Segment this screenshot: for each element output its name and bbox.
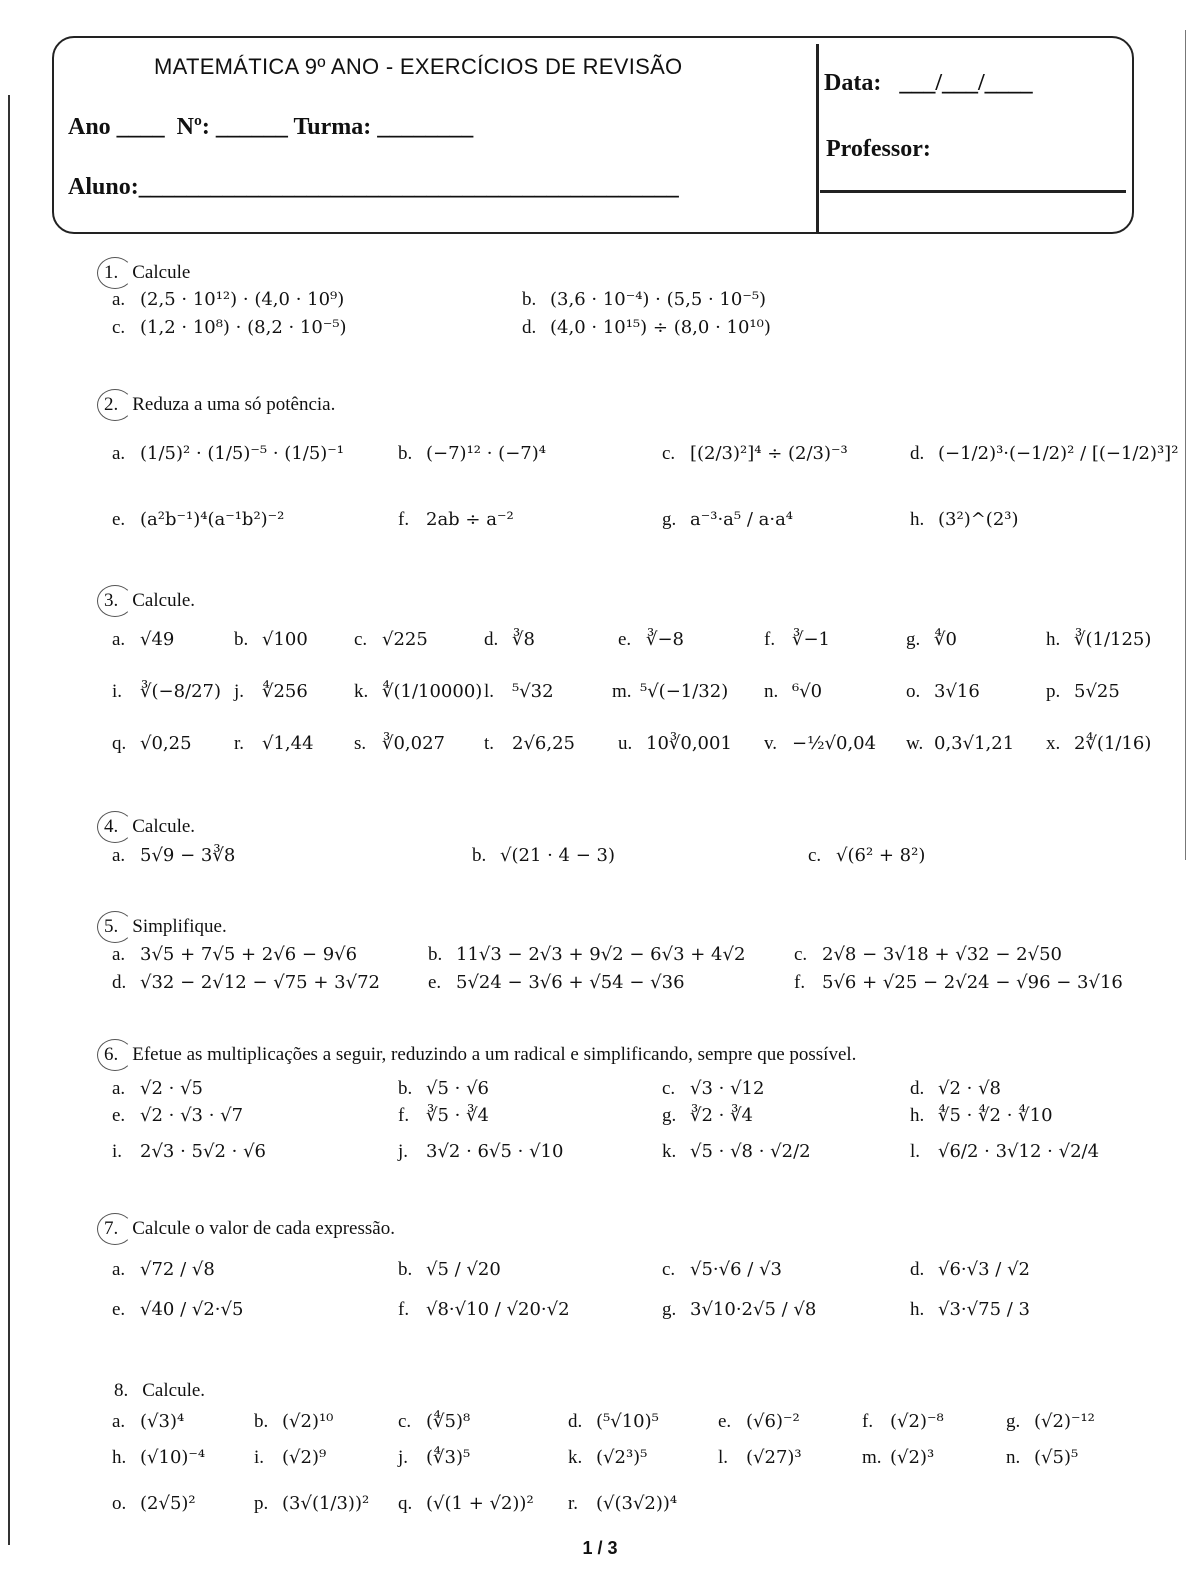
exercise-item: d. (4,0 · 10¹⁵) ÷ (8,0 · 10¹⁰) bbox=[522, 317, 771, 338]
exercise-item: a. √72 / √8 bbox=[112, 1259, 215, 1280]
exercise-item: d. ∛8 bbox=[484, 629, 535, 650]
exercise-item: v. −½√0,04 bbox=[764, 733, 877, 754]
exercise-item: d. √6·√3 / √2 bbox=[910, 1259, 1030, 1280]
exercise-item: a. 5√9 − 3∛8 bbox=[112, 845, 236, 866]
exercise-item: d. (⁵√10)⁵ bbox=[568, 1411, 659, 1432]
exercise-item: h. (3²)^(2³) bbox=[910, 509, 1019, 530]
question-heading bbox=[104, 590, 195, 612]
exercise-item: a. (√3)⁴ bbox=[112, 1411, 185, 1432]
exercise-item: t. 2√6,25 bbox=[484, 733, 575, 754]
exercise-item: i. ∛(−8/27) bbox=[112, 681, 222, 702]
exercise-item: b. √100 bbox=[234, 629, 308, 650]
exercise-item: b. √5 / √20 bbox=[398, 1259, 501, 1280]
exercise-item: l. (√27)³ bbox=[718, 1447, 802, 1468]
exercise-item: j. ∜256 bbox=[234, 681, 308, 702]
exercise-item: p. 5√25 bbox=[1046, 681, 1120, 702]
exercise-item: b. (√2)¹⁰ bbox=[254, 1411, 334, 1432]
exercise-item: a. √2 · √5 bbox=[112, 1078, 204, 1099]
exercise-item: c. (∜5)⁸ bbox=[398, 1411, 471, 1432]
exercise-item: c. (1,2 · 10⁸) · (8,2 · 10⁻⁵) bbox=[112, 317, 347, 338]
exercise-item: k. √5 · √8 · √2/2 bbox=[662, 1141, 811, 1162]
data-field: Data: ___/___/____ bbox=[824, 70, 1033, 96]
exercise-item: a. 3√5 + 7√5 + 2√6 − 9√6 bbox=[112, 944, 358, 965]
exercise-item: f. √8·√10 / √20·√2 bbox=[398, 1299, 570, 1320]
exercise-item: k. ∜(1/10000) bbox=[354, 681, 483, 702]
exercise-item: e. √2 · √3 · √7 bbox=[112, 1105, 244, 1126]
right-margin-line bbox=[1185, 30, 1186, 860]
exercise-item: b. √(21 · 4 − 3) bbox=[472, 845, 616, 866]
question-title: Calcule. bbox=[132, 816, 196, 837]
exercise-item: d. √32 − 2√12 − √75 + 3√72 bbox=[112, 972, 380, 993]
exercise-item: l. √6/2 · 3√12 · √2/4 bbox=[910, 1141, 1100, 1162]
exercise-item: q. √0,25 bbox=[112, 733, 192, 754]
exercise-item: h. ∜5 · ∜2 · ∜10 bbox=[910, 1105, 1053, 1126]
exercise-item: e. (a²b⁻¹)⁴(a⁻¹b²)⁻² bbox=[112, 509, 285, 530]
exercise-item: r. √1,44 bbox=[234, 733, 314, 754]
exercise-item: s. ∛0,027 bbox=[354, 733, 445, 754]
page-title: MATEMÁTICA 9º ANO - EXERCÍCIOS DE REVISÃO bbox=[154, 54, 683, 79]
exercise-item: g. a⁻³·a⁵ / a·a⁴ bbox=[662, 509, 794, 530]
professor-label: Professor: bbox=[826, 136, 931, 162]
question-heading bbox=[104, 916, 227, 938]
exercise-item: f. 5√6 + √25 − 2√24 − √96 − 3√16 bbox=[794, 972, 1123, 993]
exercise-item: g. 3√10·2√5 / √8 bbox=[662, 1299, 817, 1320]
exercise-item: b. (−7)¹² · (−7)⁴ bbox=[398, 443, 546, 464]
question-heading bbox=[104, 1218, 395, 1240]
exercise-item: n. (√5)⁵ bbox=[1006, 1447, 1079, 1468]
question-number: 7. bbox=[104, 1218, 119, 1239]
question-title: Calcule. bbox=[142, 1380, 206, 1401]
aluno-field: Aluno:_____________________________________________ bbox=[68, 174, 679, 200]
question-heading bbox=[104, 816, 195, 838]
exercise-item: g. ∛2 · ∛4 bbox=[662, 1105, 754, 1126]
exercise-item: c. [(2/3)²]⁴ ÷ (2/3)⁻³ bbox=[662, 443, 848, 464]
exercise-item: o. 3√16 bbox=[906, 681, 980, 702]
exercise-item: b. √5 · √6 bbox=[398, 1078, 490, 1099]
exercise-item: c. √5·√6 / √3 bbox=[662, 1259, 782, 1280]
exercise-item: e. (√6)⁻² bbox=[718, 1411, 800, 1432]
exercise-item: a. √49 bbox=[112, 629, 175, 650]
exercise-item: i. 2√3 · 5√2 · √6 bbox=[112, 1141, 266, 1162]
question-heading bbox=[104, 394, 335, 416]
exercise-item: c. √225 bbox=[354, 629, 428, 650]
exercise-item: f. ∛−1 bbox=[764, 629, 831, 650]
question-title: Simplifique. bbox=[132, 916, 227, 937]
exercise-item: m. (√2)³ bbox=[862, 1447, 935, 1468]
exercise-item: n. ⁶√0 bbox=[764, 681, 823, 702]
exercise-item: a. (2,5 · 10¹²) · (4,0 · 10⁹) bbox=[112, 289, 345, 310]
question-heading bbox=[104, 1044, 856, 1066]
exercise-item: e. ∛−8 bbox=[618, 629, 685, 650]
page-number: 1 / 3 bbox=[582, 1538, 618, 1558]
exercise-item: b. 11√3 − 2√3 + 9√2 − 6√3 + 4√2 bbox=[428, 944, 746, 965]
exercise-item: w. 0,3√1,21 bbox=[906, 733, 1015, 754]
exercise-item: h. (√10)⁻⁴ bbox=[112, 1447, 206, 1468]
question-heading bbox=[104, 262, 190, 284]
exercise-item: f. (√2)⁻⁸ bbox=[862, 1411, 944, 1432]
exercise-item: e. 5√24 − 3√6 + √54 − √36 bbox=[428, 972, 685, 993]
question-title: Calcule o valor de cada expressão. bbox=[132, 1218, 395, 1239]
exercise-item: c. 2√8 − 3√18 + √32 − 2√50 bbox=[794, 944, 1062, 965]
exercise-item: c. √3 · √12 bbox=[662, 1078, 765, 1099]
exercise-item: j. 3√2 · 6√5 · √10 bbox=[398, 1141, 564, 1162]
question-number: 5. bbox=[104, 916, 119, 937]
exercise-item: q. (√(1 + √2))² bbox=[398, 1493, 534, 1514]
question-number: 2. bbox=[104, 394, 119, 415]
ano-numero-turma-fields: Ano ____ Nº: ______ Turma: ________ bbox=[68, 114, 474, 140]
question-title: Calcule. bbox=[132, 590, 196, 611]
question-title: Calcule bbox=[132, 262, 191, 283]
header-box bbox=[52, 36, 1134, 234]
exercise-item: c. √(6² + 8²) bbox=[808, 845, 926, 866]
question-heading bbox=[114, 1380, 205, 1402]
exercise-item: e. √40 / √2·√5 bbox=[112, 1299, 244, 1320]
exercise-item: d. (−1/2)³·(−1/2)² / [(−1/2)³]² bbox=[910, 443, 1179, 464]
question-title: Reduza a uma só potência. bbox=[132, 394, 336, 415]
question-title: Efetue as multiplicações a seguir, reduzindo a um radical e simplificando, sempre que possível. bbox=[132, 1044, 857, 1065]
exercise-item: d. √2 · √8 bbox=[910, 1078, 1002, 1099]
exercise-item: h. ∛(1/125) bbox=[1046, 629, 1152, 650]
question-number: 4. bbox=[104, 816, 119, 837]
exercise-item: i. (√2)⁹ bbox=[254, 1447, 327, 1468]
exercise-item: l. ⁵√32 bbox=[484, 681, 554, 702]
exercise-item: h. √3·√75 / 3 bbox=[910, 1299, 1030, 1320]
exercise-item: f. ∛5 · ∛4 bbox=[398, 1105, 490, 1126]
exercise-item: b. (3,6 · 10⁻⁴) · (5,5 · 10⁻⁵) bbox=[522, 289, 767, 310]
exercise-item: k. (√2³)⁵ bbox=[568, 1447, 648, 1468]
exercise-item: g. ∜0 bbox=[906, 629, 957, 650]
question-number: 1. bbox=[104, 262, 119, 283]
exercise-item: o. (2√5)² bbox=[112, 1493, 196, 1514]
exercise-item: p. (3√(1/3))² bbox=[254, 1493, 370, 1514]
question-number: 6. bbox=[104, 1044, 119, 1065]
question-number: 3. bbox=[104, 590, 119, 611]
exercise-item: r. (√(3√2))⁴ bbox=[568, 1493, 678, 1514]
header-divider bbox=[816, 44, 819, 232]
question-number: 8. bbox=[114, 1380, 129, 1401]
professor-signature-line bbox=[820, 190, 1126, 193]
exercise-item: x. 2∜(1/16) bbox=[1046, 733, 1152, 754]
exercise-item: m. ⁵√(−1/32) bbox=[612, 681, 729, 702]
exercise-item: a. (1/5)² · (1/5)⁻⁵ · (1/5)⁻¹ bbox=[112, 443, 345, 464]
exercise-item: f. 2ab ÷ a⁻² bbox=[398, 509, 514, 530]
exercise-item: g. (√2)⁻¹² bbox=[1006, 1411, 1095, 1432]
left-margin-line bbox=[8, 95, 10, 1545]
exercise-item: u. 10∛0,001 bbox=[618, 733, 732, 754]
exercise-item: j. (∜3)⁵ bbox=[398, 1447, 471, 1468]
